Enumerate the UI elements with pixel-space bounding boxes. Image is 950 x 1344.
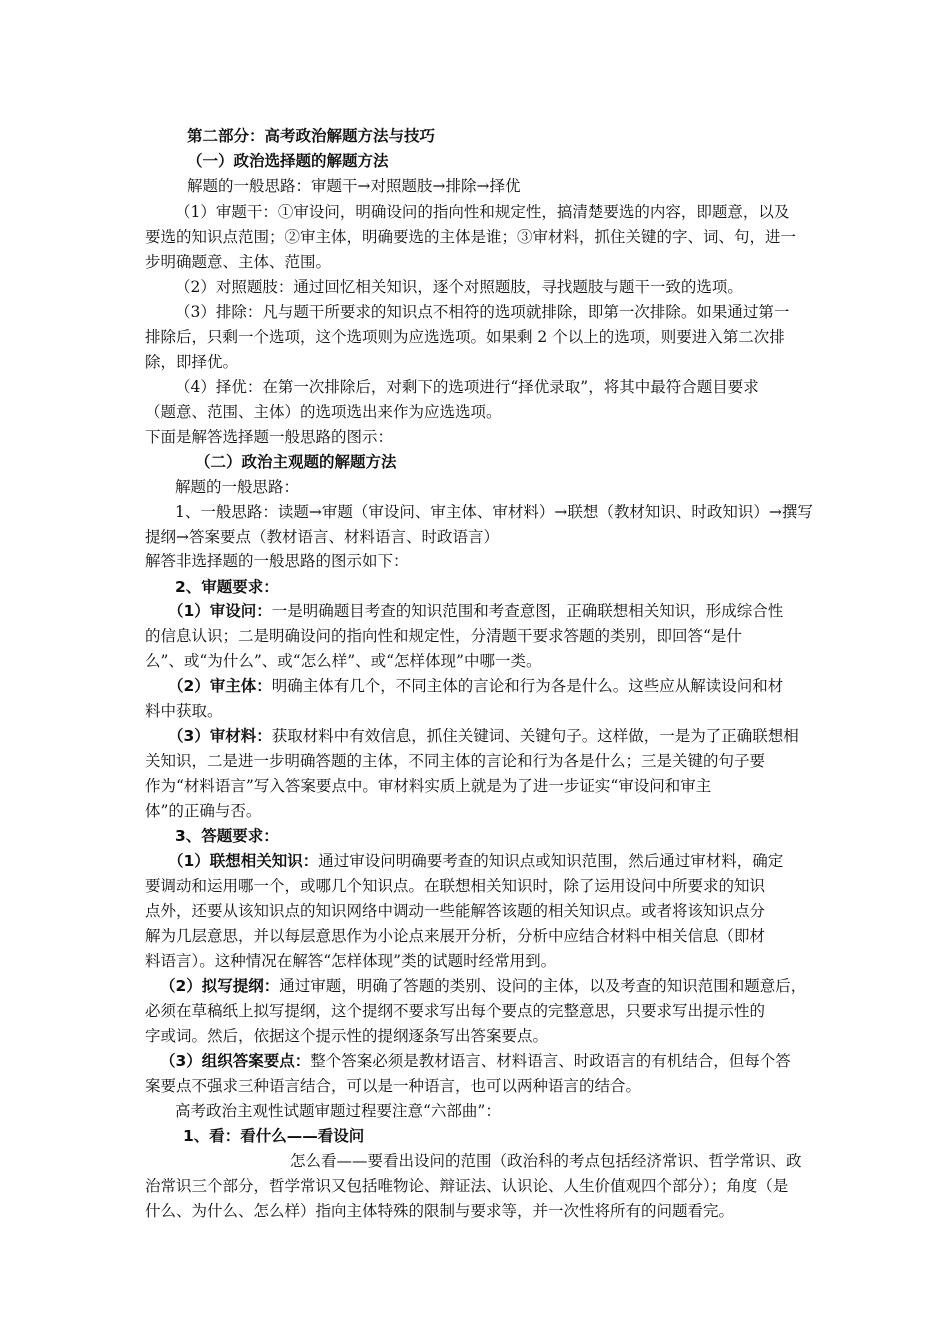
section1-diagram-note: 下面是解答选择题一般思路的图示： [145, 428, 394, 446]
answer3-line-1: （3）组织答案要点：整个答案必须是教材语言、材料语言、时政语言的有机结合，但每个答 [160, 1052, 791, 1070]
answer1-line-5: 料语言）。这种情况在解答“怎样体现”类的试题时经常用到。 [145, 952, 557, 970]
review2-line-2: 料中获取。 [145, 702, 223, 720]
answer2-line-3: 字或词。然后，依据这个提示性的提纲逐条写出答案要点。 [145, 1027, 549, 1045]
answer2-line-2: 必须在草稿纸上拟写提纲，这个提纲不要求写出每个要点的完整意思，只要求写出提示性的 [145, 1002, 766, 1020]
document-title: 第二部分：高考政治解题方法与技巧 [187, 127, 436, 145]
step1-line-2: 要选的知识点范围；②审主体，明确要选的主体是谁；③审材料，抓住关键的字、词、句，进一 [145, 228, 797, 246]
step3-line-3: 除，即择优。 [145, 353, 239, 371]
answer3-label: （3）组织答案要点： [160, 1052, 311, 1070]
review3-line-3: 作为“材料语言”写入答案要点中。审材料实质上就是为了进一步证实“审设问和审主 [145, 777, 712, 795]
review3-line-2: 关知识，二是进一步明确答题的主体，不同主体的言论和行为各是什么；三是关键的句子要 [145, 752, 766, 770]
review1-line-1: （1）审设问：一是明确题目考查的知识范围和考查意图，正确联想相关知识，形成综合性 [168, 602, 784, 620]
answer1-line-3: 点外，还要从该知识点的知识网络中调动一些能解答该题的相关知识点。或者将该知识点分 [145, 902, 766, 920]
step3-line-2: 排除后，只剩一个选项，这个选项则为应选选项。如果剩 2 个以上的选项，则要进入第二次排 [145, 328, 785, 346]
step1-line-3: 步明确题意、主体、范围。 [145, 253, 332, 271]
look-line-3: 什么、为什么、怎么样）指向主体特殊的限制与要求等，并一次性将所有的问题看完。 [145, 1202, 735, 1220]
general-line-1: 1、一般思路：读题→审题（审设问、审主体、审材料）→联想（教材知识、时政知识）→撰写 [175, 503, 813, 521]
review2-line-1: （2）审主体：明确主体有几个，不同主体的言论和行为各是什么。这些应从解读设问和材 [168, 677, 784, 695]
review1-line-3: 么”、或“为什么”、或“怎么样”、或“怎样体现”中哪一类。 [145, 652, 542, 670]
six-steps-intro: 高考政治主观性试题审题过程要注意“六部曲”： [175, 1102, 501, 1120]
review1-label: （1）审设问： [168, 602, 272, 620]
answer3-line-2: 案要点不强求三种语言结合，可以是一种语言，也可以两种语言的结合。 [145, 1077, 642, 1095]
section1-heading: （一）政治选择题的解题方法 [187, 152, 389, 170]
answer1-line-1: （1）联想相关知识：通过审设问明确要考查的知识点或知识范围，然后通过审材料，确定 [168, 852, 784, 870]
step2-line: （2）对照题肢：通过回忆相关知识，逐个对照题肢，寻找题肢与题干一致的选项。 [175, 278, 743, 296]
review1-line-2: 的信息认识；二是明确设问的指向性和规定性，分清题干要求答题的类别，即回答“是什 [145, 627, 742, 645]
look-line-1: 怎么看——要看出设问的范围（政治科的考点包括经济常识、哲学常识、政 [290, 1152, 802, 1170]
step4-line-1: （4）择优：在第一次排除后，对剩下的选项进行“择优录取”，将其中最符合题目要求 [175, 378, 759, 396]
answer1-line-4: 解为几层意思，并以每层意思作为小论点来展开分析，分析中应结合材料中相关信息（即材 [145, 927, 766, 945]
review3-label: （3）审材料： [168, 727, 272, 745]
general-line-2: 提纲→答案要点（教材语言、材料语言、时政语言） [145, 528, 499, 546]
answer1-label: （1）联想相关知识： [168, 852, 319, 870]
answer1-line-2: 要调动和运用哪一个，或哪几个知识点。在联想相关知识时，除了运用设问中所要求的知识 [145, 877, 766, 895]
review3-line-4: 体”的正确与否。 [145, 802, 262, 820]
step4-line-2: （题意、范围、主体）的选项选出来作为应选选项。 [145, 403, 502, 421]
section2-heading: （二）政治主观题的解题方法 [195, 453, 397, 471]
step3-line-1: （3）排除：凡与题干所要求的知识点不相符的选项就排除，即第一次排除。如果通过第一 [175, 303, 790, 321]
answer2-label: （2）拟写提纲： [160, 977, 280, 995]
step1-line-1: （1）审题干：①审设问，明确设问的指向性和规定性，搞清楚要选的内容，即题意，以及 [175, 203, 790, 221]
answer-heading: 3、答题要求： [175, 827, 279, 845]
answer2-line-1: （2）拟写提纲：通过审题，明确了答题的类别、设问的主体，以及考查的知识范围和题意后， [160, 977, 807, 995]
section2-intro: 解题的一般思路： [175, 478, 300, 496]
section2-diagram-note: 解答非选择题的一般思路的图示如下： [145, 552, 409, 570]
review-heading: 2、审题要求： [175, 578, 279, 596]
review3-line-1: （3）审材料：获取材料中有效信息，抓住关键词、关键句子。这样做，一是为了正确联想相 [168, 727, 799, 745]
look-heading: 1、看：看什么——看设问 [183, 1127, 365, 1145]
review2-label: （2）审主体： [168, 677, 272, 695]
section1-intro: 解题的一般思路：审题干→对照题肢→排除→择优 [187, 177, 521, 195]
look-line-2: 治常识三个部分，哲学常识又包括唯物论、辩证法、认识论、人生价值观四个部分）；角度（是 [145, 1177, 789, 1195]
